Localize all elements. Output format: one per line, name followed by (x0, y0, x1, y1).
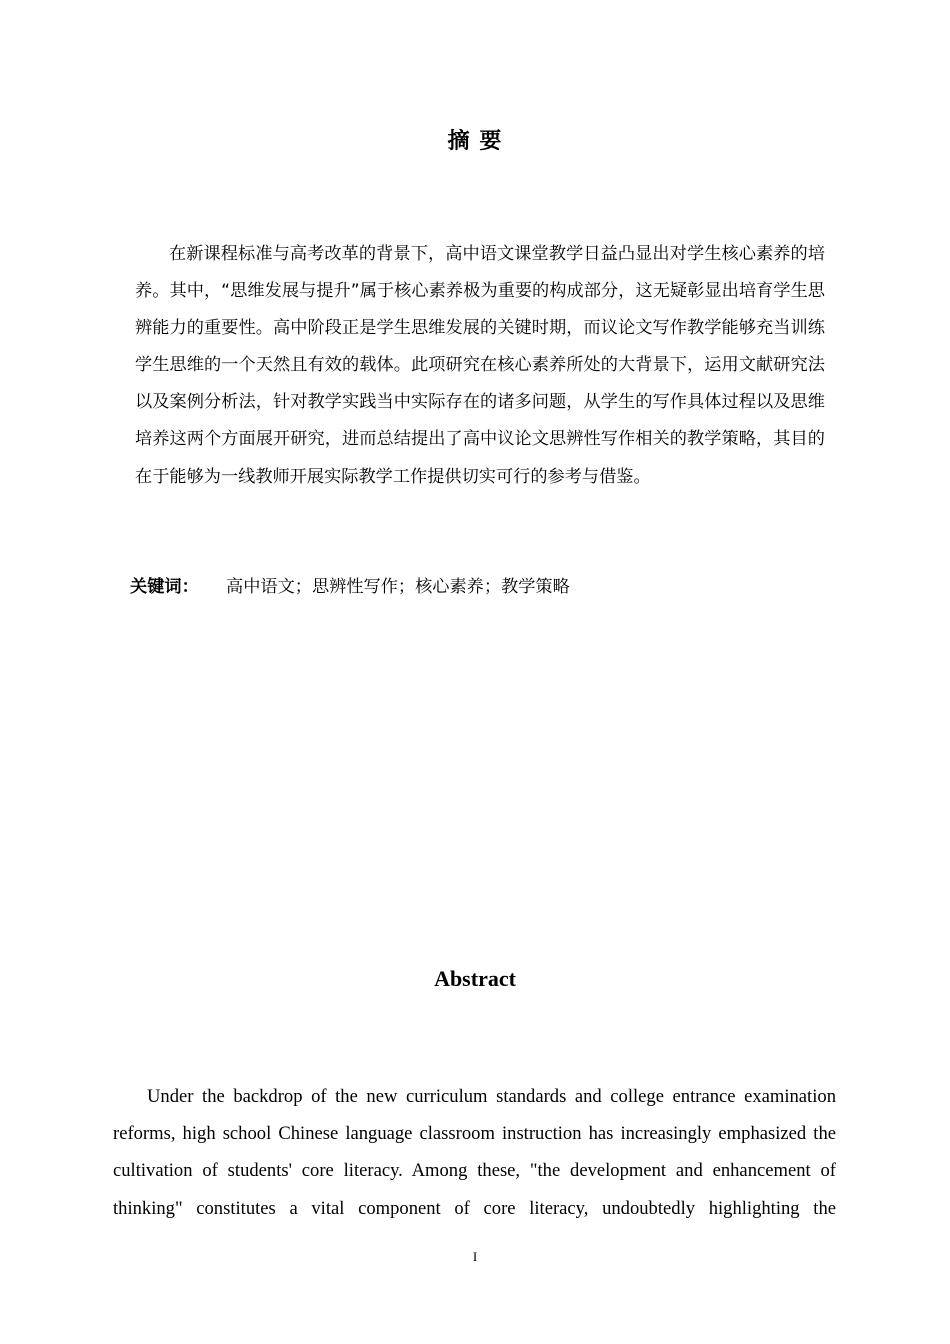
english-abstract-title: Abstract (434, 966, 516, 991)
chinese-abstract-body: 在新课程标准与高考改革的背景下，高中语文课堂教学日益凸显出对学生核心素养的培养。其中，“思维发展与提升”属于核心素养极为重要的构成部分，这无疑彰显出培育学生思辨能力的重要性。高中阶段正是学生思维发展的关键时期，而议论文写作教学能够充当训练学生思维的一个天然且有效的载体。此项研究在核心素养所处的大背景下，运用文献研究法以及案例分析法，针对教学实践当中实际存在的诸多问题，从学生的写作具体过程以及思维培养这两个方面展开研究，进而总结提出了高中议论文思辨性写作相关的教学策略，其目的在于能够为一线教师开展实际教学工作提供切实可行的参考与借鉴。 (135, 244, 825, 487)
english-abstract-body: Under the backdrop of the new curriculum standards and college entrance examination reforms, high school Chinese language classroom instruction has increasingly emphasized the cultivation of students' core literacy. Among these, "the development and enhancement of thinking" constitutes a vital component of core literacy, undoubtedly highlighting the (113, 1086, 836, 1219)
chinese-keywords (130, 572, 830, 602)
keywords-list: 高中语文；思辨性写作；核心素养；教学策略 (226, 577, 570, 597)
keywords-label: 关键词： (130, 577, 199, 597)
page-number: I (472, 1249, 478, 1264)
chinese-abstract-title: 摘 要 (447, 129, 503, 154)
